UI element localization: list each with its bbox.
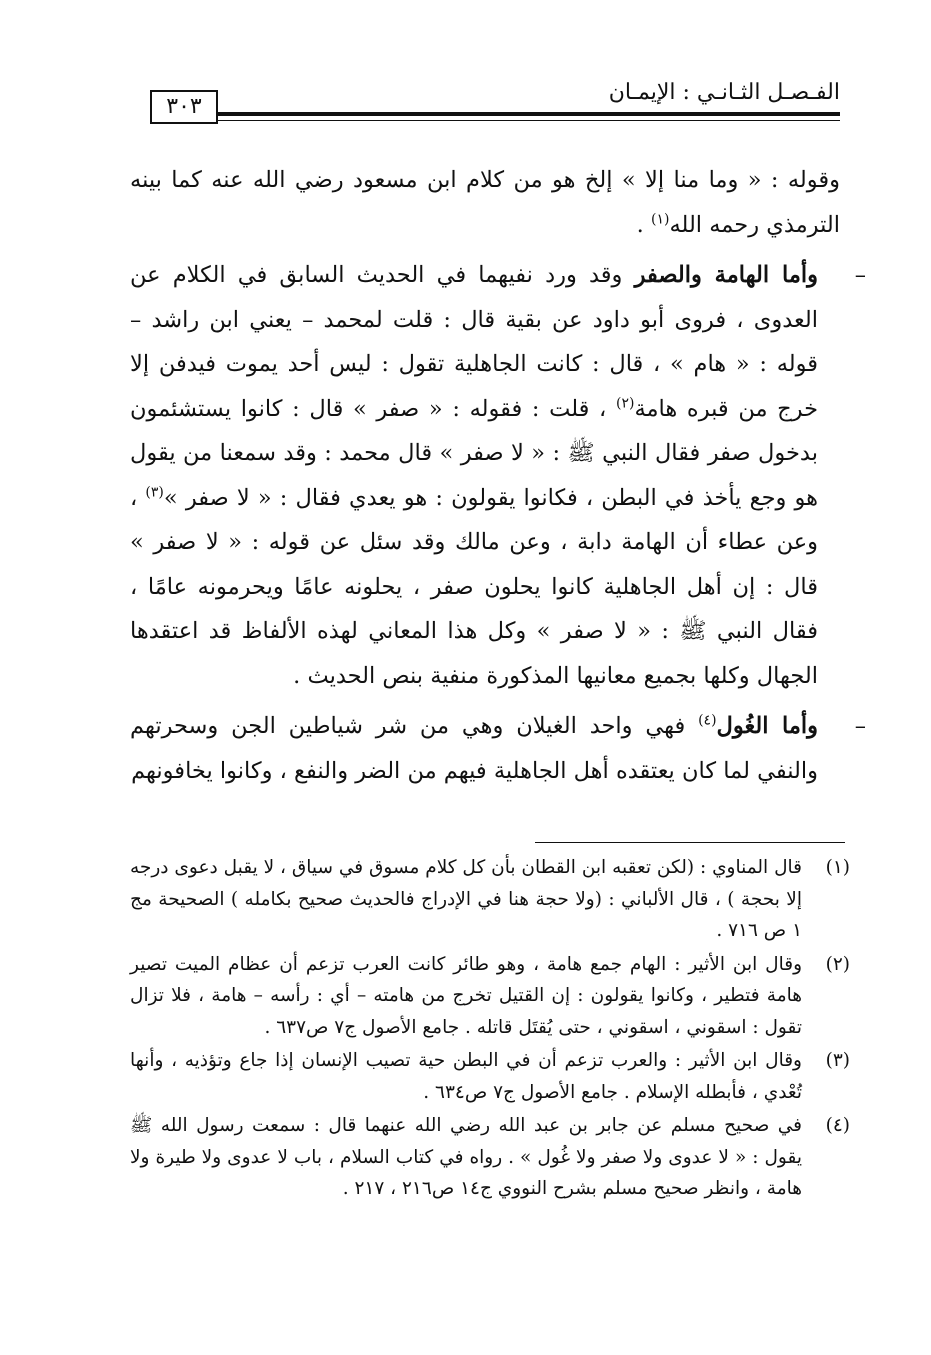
bullet-text: وقد ورد نفيهما في الحديث السابق في الكلام عن العدوى ، فروى أبو داود عن بقية قال : قلت لمحمد – يعني ابن راشد – قوله : « هام » ، قال : كانت الجاهلية تقول : ليس أحد يموت فيدفن إلا خرج من قبره هامة (130, 262, 818, 422)
footnote-ref: (١) (650, 211, 670, 227)
footnote-text: وقال ابن الأثير : والعرب تزعم أن في البطن حية تصيب الإنسان إذا جاع وتؤذيه ، وأنها تُعْدي ، فأبطله الإسلام . جامع الأصول ج٧ ص٦٣٤ . (130, 1050, 802, 1103)
bullet-heading: وأما الغُول (716, 713, 819, 739)
footnote-number: (٣) (825, 1050, 850, 1071)
bullet-text: ، قلت : فقوله : « صفر » قال : كانوا يستشئمون بدخول صفر فقال النبي ﷺ : « لا صفر » قال محمد : وقد سمعنا من يقول هو وجع يأخذ في البطن ، فكانوا يقولون : هو يعدي فقال : « لا صفر » (130, 395, 818, 511)
footnotes (130, 852, 850, 1207)
footnote-text: وقال ابن الأثير : الهام جمع هامة ، وهو طائر كانت العرب تزعم أن عظام الميت تصير هامة فتطير ، وكانوا يقولون : إن القتيل تخرج من هامته – أي : رأسه – هامة ، فلا تزال تقول : اسقوني ، اسقوني ، حتى يُقتَل قاتله . جامع الأصول ج٧ ص٦٣٧ . (130, 953, 802, 1038)
footnote-ref: (٣) (145, 484, 164, 500)
main-text (130, 158, 866, 799)
footnote (130, 949, 850, 1044)
bullet-hama-safar (130, 253, 866, 698)
footnote (130, 852, 850, 947)
header-rule-thin (216, 120, 840, 121)
footnote (130, 1110, 850, 1205)
paragraph-end: . (636, 211, 651, 238)
page-header (150, 82, 840, 128)
bullet-dash: – (854, 262, 866, 288)
footnote-separator (535, 842, 845, 843)
bullet-text: ، وعن عطاء أن الهامة دابة ، وعن مالك وقد سئل عن قوله : « لا صفر » قال : إن أهل الجاهلية كانوا يحلون صفر ، يحلونه عامًا ويحرمونه عامًا ، فقال النبي ﷺ : « لا صفر » وكل هذا المعاني لهذه الألفاظ قد اعتقدها الجهال وكلها بجميع معانيها المذكورة منفية بنص الحديث . (130, 484, 818, 689)
bullet-ghoul (130, 704, 866, 793)
footnote-text: في صحيح مسلم عن جابر بن عبد الله رضي الله عنهما قال : سمعت رسول الله ﷺ يقول : « لا عدوى ولا صفر ولا غُول » . رواه في كتاب السلام ، باب لا عدوى ولا طيرة ولا هامة ، وانظر صحيح مسلم بشرح النووي ج١٤ ص٢١٦ ، ٢١٧ . (130, 1115, 802, 1199)
header-rule-thick (216, 112, 840, 116)
footnote-ref: (٤) (698, 712, 717, 729)
footnote-ref: (٢) (615, 395, 635, 411)
paragraph-text: وقوله : « وما منا إلا » إلخ هو من كلام ابن مسعود رضي الله عنه كما بينه الترمذي رحمه الله (130, 167, 840, 238)
chapter-title: الفـصـل الثـانـي : الإيمـان (608, 80, 840, 105)
page-number: ٣٠٣ (150, 90, 218, 124)
footnote-number: (٢) (825, 953, 850, 975)
bullet-text: فهي واحد الغيلان وهي من شر شياطين الجن وسحرتهم والنفي لما كان يعتقده أهل الجاهلية فيهم من الضر والنفع ، وكانوا يخافونهم (130, 713, 818, 784)
footnote-number: (١) (825, 857, 850, 878)
footnote (130, 1045, 850, 1108)
bullet-heading: وأما الهامة والصفر (634, 262, 818, 288)
bullet-dash: – (854, 713, 866, 739)
paragraph-intro (130, 158, 840, 247)
footnote-number: (٤) (825, 1115, 850, 1136)
footnote-text: قال المناوي : (لكن تعقبه ابن القطان بأن كل كلام مسوق في سياق ، لا يقبل دعوى درجه إلا بحجة ) ، قال الألباني : (ولا حجة هنا في الإدراج فالحديث صحيح بكامله ) الصحيحة مج ١ ص ٧١٦ . (130, 857, 802, 941)
